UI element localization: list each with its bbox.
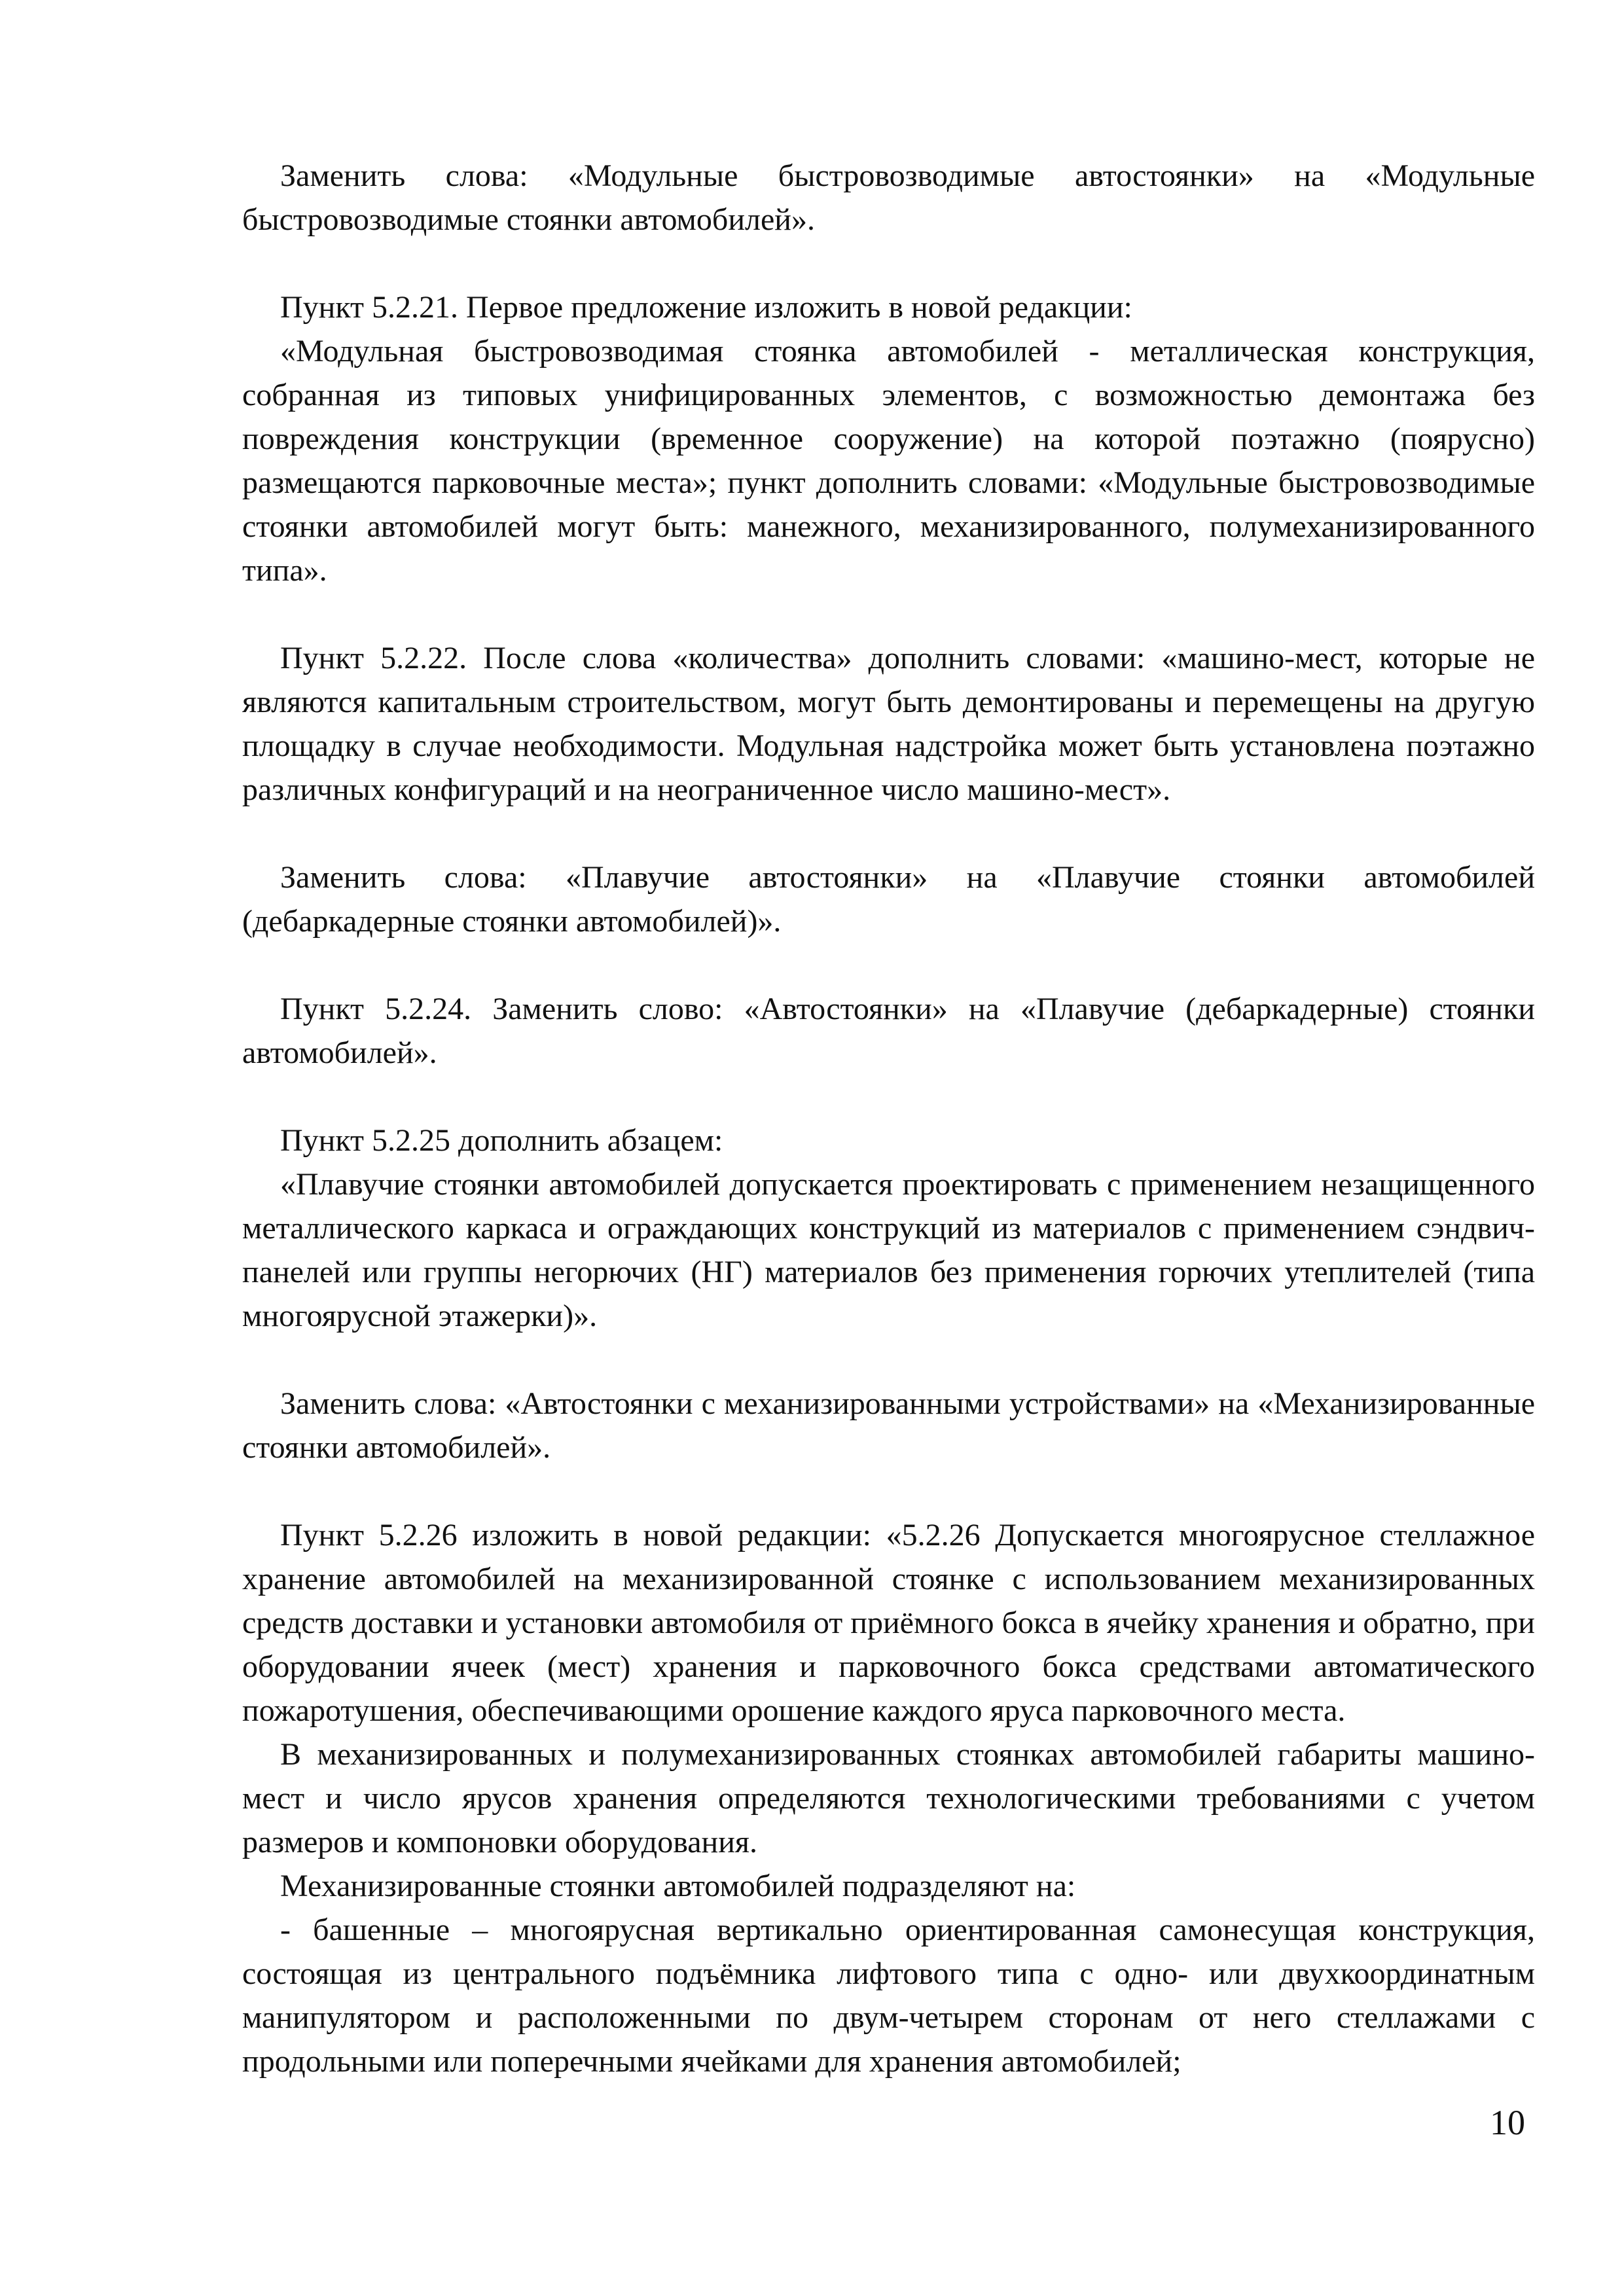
paragraph-floating-parking-text: «Плавучие стоянки автомобилей допускается проектировать с применением незащищенного металлического каркаса и ограждающих конструкций из материалов с применением сэндвич-панелей или группы негорючих (НГ) материалов без применения горючих утеплителей (типа многоярусной этажерки)». bbox=[242, 1167, 1535, 1333]
page-number: 10 bbox=[1490, 2103, 1525, 2142]
paragraph-mechanized-types-intro: Механизированные стоянки автомобилей подразделяют на: bbox=[280, 1869, 1076, 1903]
paragraph-item-5-2-24: Пункт 5.2.24. Заменить слово: «Автостоянки» на «Плавучие (дебаркадерные) стоянки автомобилей». bbox=[242, 992, 1535, 1070]
paragraph-item-5-2-22: Пункт 5.2.22. После слова «количества» дополнить словами: «машино-мест, которые не являются капитальным строительством, могут быть демонтированы и перемещены на другую площадку в случае необходимости. Модульная надстройка может быть установлена поэтажно различных конфигураций и на неограниченное число машино-мест». bbox=[242, 641, 1535, 807]
paragraph-tower-type: - башенные – многоярусная вертикально ориентированная самонесущая конструкция, состоящая из центрального подъёмника лифтового типа с одно- или двухкоординатным манипулятором и расположенными по двум-четырем сторонам от него стеллажами с продольными или поперечными ячейками для хранения автомобилей; bbox=[242, 1912, 1535, 2079]
paragraph-item-5-2-21: Пункт 5.2.21. Первое предложение изложить в новой редакции: bbox=[280, 290, 1132, 325]
paragraph-replace-floating-words: Заменить слова: «Плавучие автостоянки» на «Плавучие стоянки автомобилей (дебаркадерные стоянки автомобилей)». bbox=[242, 860, 1535, 939]
paragraph-replace-mechanized-words: Заменить слова: «Автостоянки с механизированными устройствами» на «Механизированные стоянки автомобилей». bbox=[242, 1386, 1535, 1465]
paragraph-item-5-2-26: Пункт 5.2.26 изложить в новой редакции: «5.2.26 Допускается многоярусное стеллажное хранение автомобилей на механизированной стоянке с использованием механизированных средств доставки и установки автомобиля от приёмного бокса в ячейку хранения и обратно, при оборудовании ячеек (мест) хранения и парковочного бокса средствами автоматического пожаротушения, обеспечивающими орошение каждого яруса парковочного места. bbox=[242, 1518, 1535, 1728]
paragraph-replace-modular-words: Заменить слова: «Модульные быстровозводимые автостоянки» на «Модульные быстровозводимые стоянки автомобилей». bbox=[242, 158, 1535, 237]
document-page bbox=[242, 154, 1535, 2083]
paragraph-item-5-2-25: Пункт 5.2.25 дополнить абзацем: bbox=[280, 1123, 723, 1158]
paragraph-modular-parking-definition: «Модульная быстровозводимая стоянка автомобилей - металлическая конструкция, собранная из типовых унифицированных элементов, с возможностью демонтажа без повреждения конструкции (временное сооружение) на которой поэтажно (поярусно) размещаются парковочные места»; пункт дополнить словами: «Модульные быстровозводимые стоянки автомобилей могут быть: манежного, механизированного, полумеханизированного типа». bbox=[242, 334, 1535, 588]
paragraph-mechanized-dimensions: В механизированных и полумеханизированных стоянках автомобилей габариты машино-мест и число ярусов хранения определяются технологическими требованиями с учетом размеров и компоновки оборудования. bbox=[242, 1737, 1535, 1859]
